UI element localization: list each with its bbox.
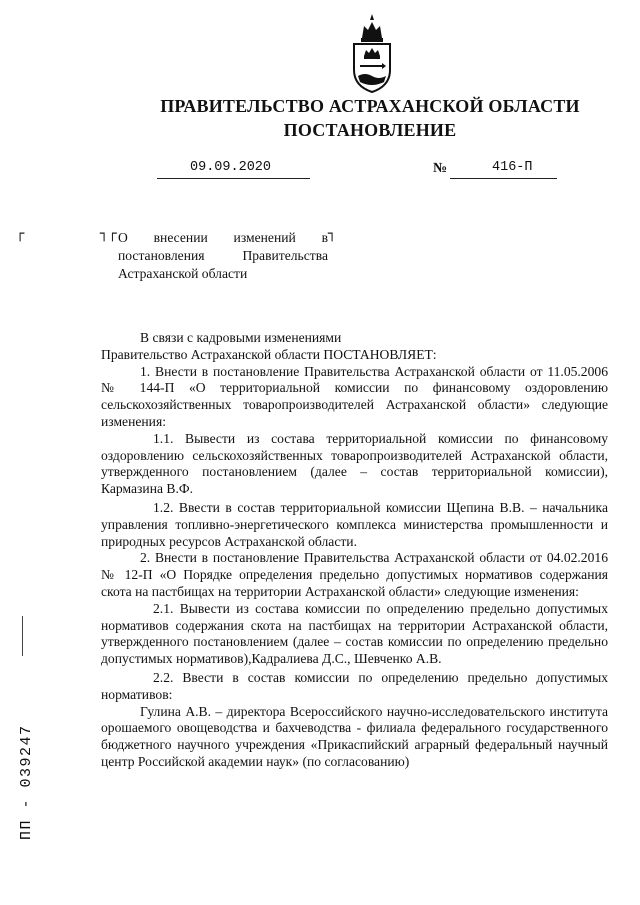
- date-underline: [157, 178, 310, 179]
- organization-title: ПРАВИТЕЛЬСТВО АСТРАХАНСКОЙ ОБЛАСТИ: [160, 96, 580, 116]
- paragraph: 2.1. Вывести из состава комиссии по определению предельно допустимых нормативов содержания скота на пастбищах на территории Астраханской области, утвержденного постановлением (далее – состав комиссии по определению предельно допустимых нормативов),Кадралиева Д.С., Шевченко А.В.: [101, 600, 608, 667]
- corner-mark-subject-left: ┐┌: [100, 226, 117, 242]
- paragraph: Гулина А.В. – директора Всероссийского научно-исследовательского института орошаемого овощеводства и бахчеводства - филиала федерального государственного бюджетного научного учреждения «Прикаспийский аграрный федеральный научный центр Российской академии наук» (по согласованию): [101, 703, 608, 769]
- paragraph: Правительство Астраханской области ПОСТАНОВЛЯЕТ:: [101, 346, 437, 362]
- number-label: №: [433, 161, 448, 176]
- document-subject: О внесении изменений в постановления Правительства Астраханской области: [118, 230, 328, 281]
- corner-mark-left: ┌: [16, 226, 25, 242]
- paragraph: 1.2. Ввести в состав территориальной комиссии Щепина В.В. – начальника управления топливно-энергетического комплекса министерства промышленности и природных ресурсов Астраханской области.: [101, 499, 608, 549]
- paragraph: 2. Внести в постановление Правительства Астраханской области от 04.02.2016 № 12-П «О Порядке определения предельно допустимых нормативов содержания скота на пастбищах на территории Астраханской области» следующие изменения:: [101, 550, 608, 599]
- paragraph: 1.1. Вывести из состава территориальной комиссии по финансовому оздоровлению сельскохозяйственных товаропроизводителей Астраханской области, утвержденного постановлением (далее – состав территориальной комиссии), Кармазина В.Ф.: [101, 430, 608, 497]
- coat-of-arms-icon: [348, 12, 396, 96]
- paragraph: 2.2. Ввести в состав комиссии по определению предельно допустимых нормативов:: [101, 669, 608, 702]
- document-type: ПОСТАНОВЛЕНИЕ: [283, 120, 457, 140]
- corner-mark-subject-right: ┐: [328, 226, 337, 242]
- document-number: 416-П: [492, 160, 533, 175]
- number-underline: [450, 178, 557, 179]
- paragraph: 1. Внести в постановление Правительства Астраханской области от 11.05.2006 № 144-П «О территориальной комиссии по финансовому оздоровлению сельскохозяйственных товаропроизводителей Астраханской области» следующие изменения:: [101, 363, 608, 429]
- document-body: [101, 330, 608, 771]
- margin-mark: [22, 616, 23, 656]
- paragraph: В связи с кадровыми изменениями: [140, 330, 342, 345]
- form-serial-number: ПП - 039247: [18, 724, 35, 840]
- document-date: 09.09.2020: [190, 160, 272, 175]
